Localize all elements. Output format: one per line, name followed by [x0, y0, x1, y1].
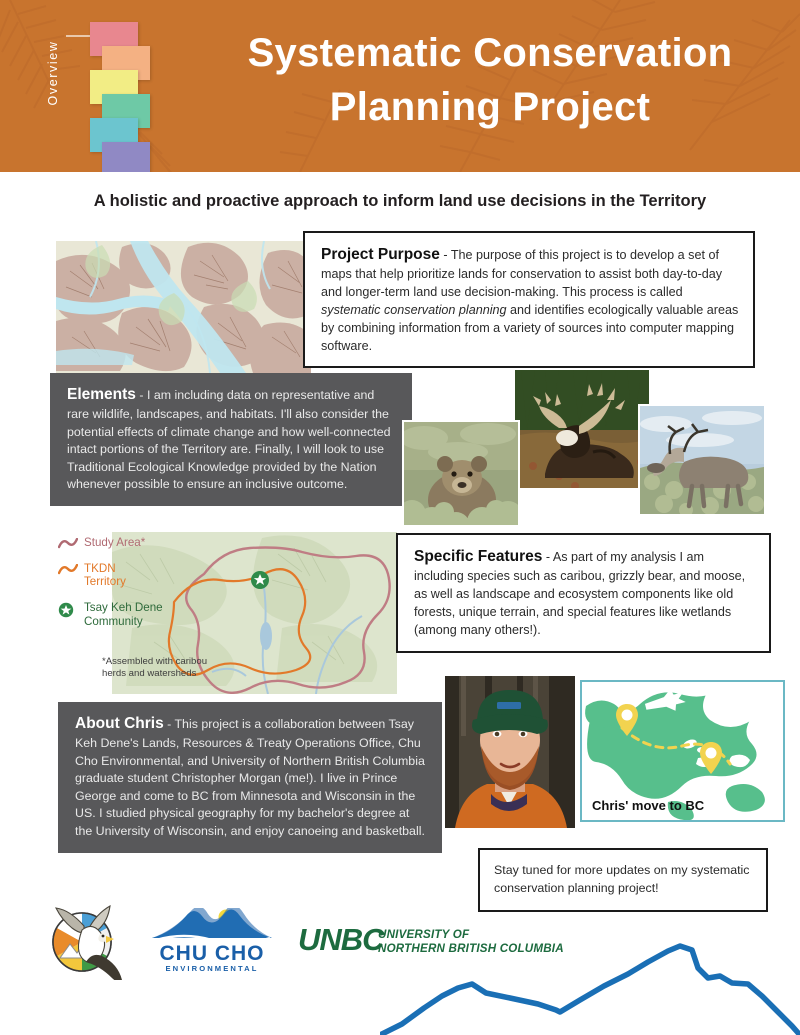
chu-cho-mountain-icon [148, 908, 276, 942]
legend-label-community-line-1: Tsay Keh Dene [84, 601, 163, 615]
chris-move-map [580, 680, 785, 822]
legend-footnote: *Assembled with caribou herds and watersheds [102, 656, 208, 679]
aerial-terrain-map-photo [56, 241, 311, 373]
specific-features-box [396, 533, 771, 653]
header-banner [0, 0, 800, 172]
chu-cho-environmental-logo [148, 908, 276, 973]
legend-item-study-area [58, 536, 180, 550]
legend-label-study-area: Study Area* [84, 536, 146, 549]
tkdn-territory-line-icon [58, 564, 78, 576]
mountain-profile-line [380, 938, 800, 1035]
unbc-wordmark: UNBC [298, 922, 384, 957]
about-chris-box [58, 702, 442, 853]
legend-label-community-line-2: Community [84, 614, 143, 628]
caribou-photo [638, 404, 766, 516]
community-star-marker-icon [58, 602, 74, 618]
grizzly-bear-photo [402, 420, 520, 527]
page-title-line-1: Systematic Conservation [247, 31, 733, 75]
project-purpose-emphasis: systematic conservation planning [321, 302, 507, 317]
unbc-name-line-2: NORTHERN BRITISH COLUMBIA [378, 942, 564, 955]
overview-tab[interactable] [40, 24, 66, 134]
elements-body: I am including data on representative and rare wildlife, landscapes, and habitats. I'll also consider the potential effects of climate change and how well-connected intact portions of the Territory are. Finally, I will look to use Traditional Ecological Knowledge provided by the Nation whenever possible to ensure an inclusive outcome. [67, 388, 391, 492]
overview-tab-label: Overview [46, 40, 60, 106]
project-purpose-box [303, 231, 755, 368]
legend-label-tkdn-line-1: TKDN [84, 561, 116, 575]
page-subtitle: A holistic and proactive approach to inform land use decisions in the Territory [93, 192, 707, 210]
move-map-caption: Chris' move to BC [592, 798, 705, 813]
tsay-keh-dene-eagle-logo [42, 900, 134, 980]
project-purpose-heading: Project Purpose [321, 246, 440, 263]
about-chris-body: This project is a collaboration between Tsay Keh Dene's Lands, Resources & Treaty Operations Office, Chu Cho Environmental, and University of Northern British Columbia graduate student Christopher Morgan (me!). I live in Prince George and come to BC from Minnesota and Wisconsin in the US. I studied physical geography for my bachelor's degree at the University of Wisconsin, and enjoy canoeing and basketball. [75, 717, 425, 839]
chu-cho-wordmark: CHU CHO [159, 942, 265, 965]
color-chip-stack [90, 22, 160, 162]
about-chris-heading: About Chris [75, 715, 164, 732]
stay-tuned-box [478, 848, 768, 912]
map-legend [58, 536, 208, 679]
color-chip-6 [102, 142, 150, 172]
specific-features-heading: Specific Features [414, 548, 543, 565]
page-title-line-2: Planning Project [329, 85, 651, 129]
legend-item-tkdn-territory [58, 562, 180, 589]
specific-features-body: As part of my analysis I am including species such as caribou, grizzly bear, and moose, as well as landscape and ecosystem components like old forests, unique terrain, and special features like wetlands (among many others!). [414, 550, 746, 637]
stay-tuned-body: Stay tuned for more updates on my systematic conservation planning project! [494, 863, 750, 895]
specific-features-dash: - [542, 550, 553, 564]
unbc-name-line-1: UNIVERSITY OF [378, 928, 470, 941]
study-area-line-icon [58, 538, 78, 550]
elements-dash: - [135, 388, 147, 402]
moose-photo [513, 368, 651, 490]
project-purpose-dash: - [439, 248, 451, 262]
about-chris-dash: - [163, 717, 175, 731]
project-purpose-body-1: The purpose of this project is to develop a set of maps that help prioritize lands for conservation to assist both day-to-day and longer-term land use decision-making. This process is called [321, 248, 723, 299]
chu-cho-tagline: ENVIRONMENTAL [165, 964, 259, 973]
elements-box [50, 373, 412, 506]
legend-item-tsay-keh-dene-community [58, 601, 180, 628]
project-purpose-body-2: and identifies ecologically valuable areas by combining information from a variety of sources into computer mapping software. [321, 302, 739, 353]
elements-heading: Elements [67, 386, 136, 403]
chris-portrait-photo [445, 676, 575, 828]
legend-label-tkdn-line-2: Territory [84, 575, 126, 589]
page-title [210, 26, 770, 134]
